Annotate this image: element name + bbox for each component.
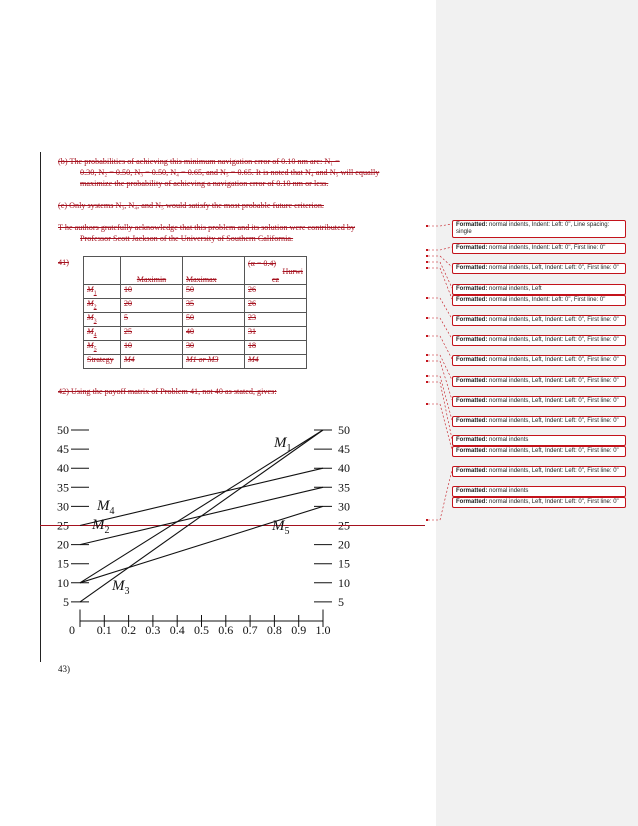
para-b-line1[interactable]: (b) The probabilities of achieving this minimum navigation error of 0.10 nm are: N₁ = (58, 157, 340, 166)
comment-balloon[interactable]: Formatted: normal indents, Indent: Left: 0", First line: 0" (452, 295, 626, 306)
x-tick-label: 0.4 (169, 623, 185, 637)
y-tick-label-left: 5 (63, 594, 69, 609)
x-tick-label: 0.5 (194, 623, 209, 637)
comment-anchor (426, 519, 428, 521)
comment-anchor (426, 335, 428, 337)
series-label-m3: $M_3$ (112, 578, 130, 597)
table-cell-maximin: 20 (121, 299, 183, 313)
table-cell-hurwicz: 31 (245, 327, 307, 341)
comment-leader-line (428, 404, 452, 450)
para-c[interactable]: (c) Only systems N₃, N₄, and N₅ would satisfy the most probable future criterion. (58, 201, 324, 210)
y-tick-label-left: 50 (57, 423, 69, 437)
table-header-maximax: Maximax (183, 257, 245, 285)
strategy-maximax: M1 or M3 (183, 355, 245, 369)
table-cell-maximax: 50 (183, 285, 245, 299)
comment-balloon[interactable]: Formatted: normal indents, Left, Indent: Left: 0", First line: 0" (452, 466, 626, 477)
x-tick-label: 0.2 (121, 623, 137, 637)
y-tick-label-right: 40 (338, 461, 350, 476)
y-tick-label-left: 25 (57, 518, 69, 533)
problem-42[interactable]: 42) Using the payoff matrix of Problem 41, not 40 as stated, gives: (58, 387, 277, 396)
y-tick-label-left: 40 (57, 461, 69, 476)
table-cell-label: $M_3$ (84, 313, 121, 327)
comment-leader-line (428, 298, 452, 319)
comment-leader-line (428, 224, 452, 226)
comment-leader-line (428, 268, 452, 299)
comment-balloon[interactable]: Formatted: normal indents, Left, Indent: Left: 0", First line: 0" (452, 376, 626, 387)
problem-43: 43) (58, 664, 70, 674)
comment-balloon[interactable]: Formatted: normal indents, Left, Indent: Left: 0", First line: 0" (452, 355, 626, 366)
y-tick-label-left: 15 (57, 556, 69, 571)
x-tick-label: 1.0 (315, 623, 331, 637)
y-tick-label-left: 35 (57, 480, 69, 495)
strategy-hurwicz: M4 (245, 355, 307, 369)
y-tick-label-right: 15 (338, 556, 350, 571)
comment-balloon[interactable]: Formatted: normal indents, Indent: Left: 0", Line spacing: single (452, 220, 626, 238)
table-cell-label: $M_4$ (84, 327, 121, 341)
comment-balloon[interactable]: Formatted: normal indents, Left, Indent: Left: 0", First line: 0" (452, 396, 626, 407)
comment-anchor (426, 255, 428, 257)
comment-anchor (426, 317, 428, 319)
x-tick-label: 0.1 (96, 623, 112, 637)
table-cell-maximax: 30 (183, 341, 245, 355)
acknowledgement-line1[interactable]: T he authors gratefully acknowledge that this problem and its solution were contributed by (58, 223, 356, 232)
comment-balloon[interactable]: Formatted: normal indents, Left (452, 284, 626, 295)
comment-leader-line (428, 262, 452, 288)
comment-anchor (426, 249, 428, 251)
x-tick-label: 0 (69, 623, 75, 637)
x-tick-label: 0.6 (218, 623, 234, 637)
x-tick-label: 0.8 (266, 623, 282, 637)
comment-leader-line (428, 361, 452, 400)
comment-leader-line (428, 247, 452, 250)
comment-anchor (426, 375, 428, 377)
table-cell-hurwicz: 26 (245, 285, 307, 299)
table-cell-maximax: 40 (183, 327, 245, 341)
series-label-m5: $M_5$ (272, 518, 290, 537)
x-tick-label: 0.9 (291, 623, 307, 637)
y-tick-label-left: 10 (57, 575, 69, 590)
x-tick-label: 0.7 (242, 623, 258, 637)
comment-balloon[interactable]: Formatted: normal indents, Left, Indent: Left: 0", First line: 0" (452, 315, 626, 326)
series-label-m4: $M_4$ (97, 498, 115, 517)
y-tick-label-right: 45 (338, 442, 350, 457)
hurwicz-word-a: Hurwi (282, 267, 303, 276)
table-cell-hurwicz: 18 (245, 341, 307, 355)
series-label-m2: $M_2$ (92, 517, 110, 536)
comment-balloon[interactable]: Formatted: normal indents, Left, Indent: Left: 0", First line: 0" (452, 263, 626, 274)
series-label-m1: $M_1$ (274, 435, 292, 454)
comment-leader-line (428, 382, 452, 439)
comment-anchor (426, 267, 428, 269)
table-cell-label: $M_5$ (84, 341, 121, 355)
y-tick-label-right: 25 (338, 518, 350, 533)
comment-leader-line (428, 470, 452, 520)
y-tick-label-left: 20 (57, 537, 69, 552)
y-tick-label-right: 35 (338, 480, 350, 495)
table-cell-maximax: 35 (183, 299, 245, 313)
comment-balloon[interactable]: Formatted: normal indents, Indent: Left: 0", First line: 0" (452, 243, 626, 254)
hurwicz-word-b: cz (271, 275, 280, 284)
y-tick-label-right: 20 (338, 537, 350, 552)
comment-anchor (426, 360, 428, 362)
table-cell-label: $M_2$ (84, 299, 121, 313)
y-tick-label-right: 5 (338, 594, 344, 609)
y-tick-label-left: 30 (57, 499, 69, 514)
comment-balloon[interactable]: Formatted: normal indents, Left, Indent: Left: 0", First line: 0" (452, 416, 626, 427)
table-cell-maximin: 5 (121, 313, 183, 327)
comment-anchor (426, 381, 428, 383)
problem-41-number[interactable]: 41) (58, 258, 69, 267)
comment-anchor (426, 403, 428, 405)
comment-balloon[interactable]: Formatted: normal indents, Left, Indent: Left: 0", First line: 0" (452, 446, 626, 457)
comment-anchor (426, 354, 428, 356)
y-tick-label-right: 50 (338, 423, 350, 437)
comment-balloon[interactable]: Formatted: normal indents (452, 435, 626, 446)
comment-balloon[interactable]: Formatted: normal indents, Left, Indent: Left: 0", First line: 0" (452, 497, 626, 508)
comment-anchor (426, 261, 428, 263)
table-cell-maximin: 25 (121, 327, 183, 341)
comment-balloon[interactable]: Formatted: normal indents (452, 486, 626, 497)
table-cell-maximin: 10 (121, 285, 183, 299)
para-b-line2[interactable]: 0.30, N₂ = 0.50, N₃ = 0.50, N₄ = 0.65, and N₅ = 0.65. It is noted that N₄ and N₅ will equally (80, 168, 380, 177)
strategy-label: Strategy (84, 355, 121, 369)
acknowledgement-line2[interactable]: Professor Scott Jackson of the University of Southern California. (80, 234, 294, 243)
table-header-maximin: Maximin (121, 257, 183, 285)
y-tick-label-right: 30 (338, 499, 350, 514)
comment-leader-line (428, 318, 452, 339)
comment-anchor (426, 297, 428, 299)
table-cell-hurwicz: 23 (245, 313, 307, 327)
comment-anchor (426, 225, 428, 227)
y-tick-label-left: 45 (57, 442, 69, 457)
y-tick-label-right: 10 (338, 575, 350, 590)
table-cell-maximax: 50 (183, 313, 245, 327)
para-b-line3[interactable]: maximize the probability of achieving a navigation error of 0.10 nm or less. (80, 179, 329, 188)
comment-leader-line (428, 256, 452, 267)
x-tick-label: 0.3 (145, 623, 161, 637)
table-cell-hurwicz: 26 (245, 299, 307, 313)
table-cell-maximin: 10 (121, 341, 183, 355)
hurwicz-alpha: (α = 0.4) (248, 259, 277, 268)
table-cell-label: $M_1$ (84, 285, 121, 299)
strategy-maximin: M4 (121, 355, 183, 369)
comment-balloon[interactable]: Formatted: normal indents, Left, Indent: Left: 0", First line: 0" (452, 335, 626, 346)
